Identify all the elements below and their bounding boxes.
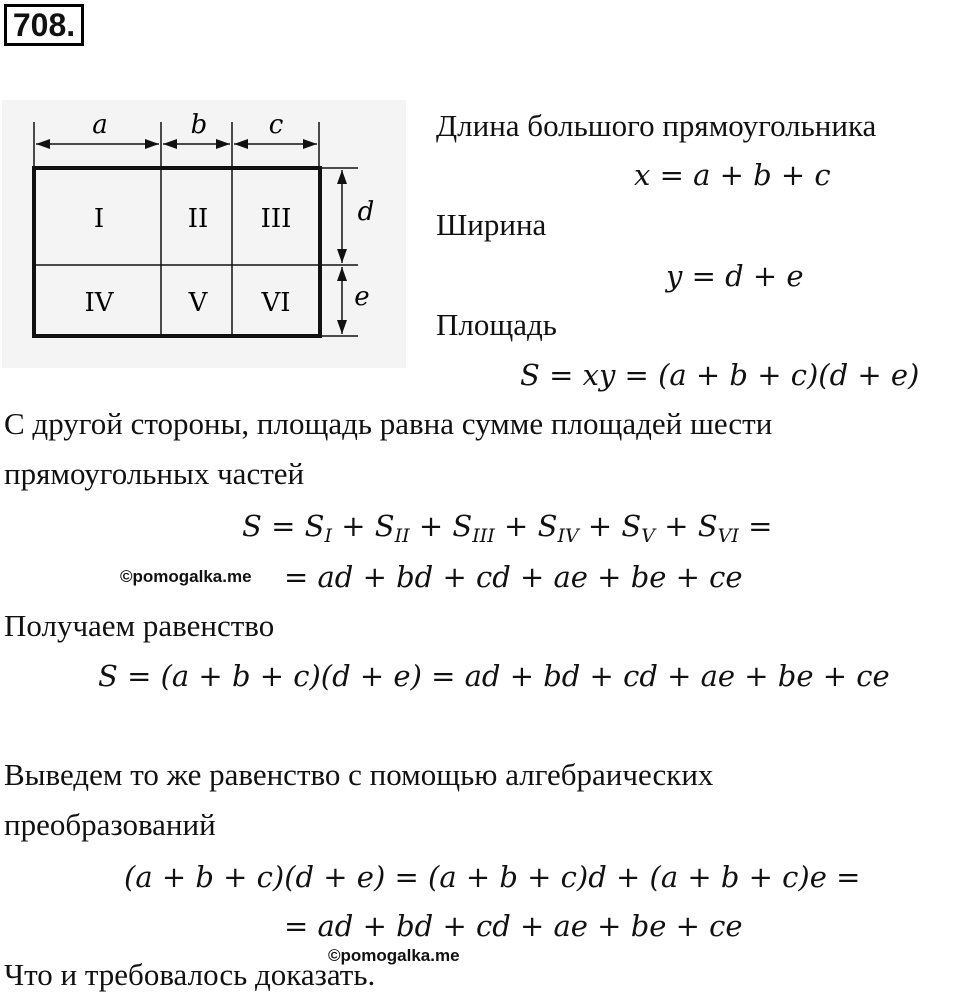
derive-text: Выведем то же равенство с помощью алгебраических bbox=[4, 757, 714, 792]
cell-label: II bbox=[187, 204, 209, 234]
x-formula: x = a + b + c bbox=[634, 158, 831, 192]
length-label: Длина большого прямоугольника bbox=[436, 108, 877, 143]
rectangle-figure bbox=[2, 100, 406, 368]
label-c: c bbox=[268, 110, 284, 140]
cell-label: III bbox=[260, 204, 292, 234]
cell-label: IV bbox=[84, 288, 114, 318]
cell-label: V bbox=[188, 288, 208, 318]
final-equality-formula: S = (a + b + c)(d + e) = ad + bd + cd + ae + be + ce bbox=[98, 659, 890, 693]
derive-text-2: преобразований bbox=[4, 807, 216, 842]
label-e: e bbox=[354, 282, 370, 312]
watermark: ©pomogalka.me bbox=[120, 567, 252, 586]
label-d: d bbox=[357, 197, 375, 227]
label-b: b bbox=[190, 110, 208, 140]
sum-areas-formula: $S = S_I + S_{II} + S_{III} + S_{IV} + S_V + S_{VI}$ = bbox=[242, 509, 773, 547]
label-a: a bbox=[92, 110, 108, 140]
other-side-text-2: прямоугольных частей bbox=[4, 456, 305, 491]
equality-label: Получаем равенство bbox=[4, 608, 275, 643]
algebra-line-2: = ad + bd + cd + ae + be + ce bbox=[284, 909, 743, 943]
y-formula: y = d + e bbox=[666, 259, 804, 293]
other-side-text: С другой стороны, площадь равна сумме площадей шести bbox=[4, 406, 773, 441]
cell-label: I bbox=[93, 204, 105, 234]
area-formula: S = xy = (a + b + c)(d + e) bbox=[520, 358, 920, 392]
expanded-formula: = ad + bd + cd + ae + be + ce bbox=[284, 560, 743, 594]
width-label: Ширина bbox=[436, 207, 547, 242]
area-label: Площадь bbox=[436, 307, 557, 342]
conclusion-text: Что и требовалось доказать. bbox=[4, 957, 376, 992]
problem-number: 708. bbox=[4, 4, 84, 46]
watermark: ©pomogalka.me bbox=[328, 946, 460, 965]
algebra-line-1: (a + b + c)(d + e) = (a + b + c)d + (a + b + c)e = bbox=[124, 860, 861, 894]
cell-label: VI bbox=[261, 288, 291, 318]
